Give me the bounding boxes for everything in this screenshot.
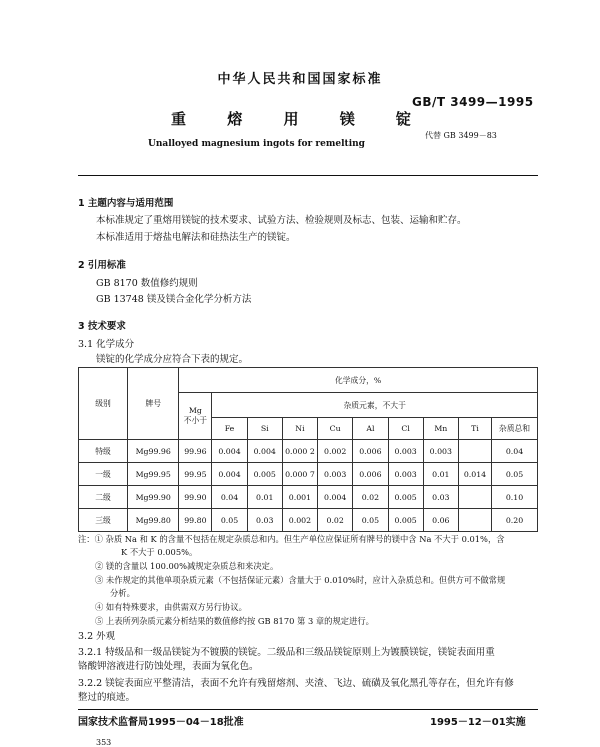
row-value: 0.20 <box>492 509 538 532</box>
row-value: 0.006 <box>353 463 388 486</box>
header-chem-composition: 化学成分，% <box>179 368 538 393</box>
row-value: 0.03 <box>423 486 458 509</box>
header-grade: 级别 <box>79 368 128 440</box>
table-row <box>79 509 538 532</box>
row-value: 0.004 <box>212 463 247 486</box>
row-value: 0.002 <box>318 440 353 463</box>
chemical-composition-table <box>78 367 538 532</box>
row-value <box>458 486 491 509</box>
note-1b: K 不大于 0.005%。 <box>121 547 198 557</box>
row-value: 0.06 <box>423 509 458 532</box>
row-brand: Mg99.90 <box>128 486 179 509</box>
header-element: Al <box>353 418 388 440</box>
header-brand: 牌号 <box>128 368 179 440</box>
header-mg: Mg 不小于 <box>179 393 212 440</box>
para-3-2-1a: 3.2.1 特级品和一级品镁锭为不镀膜的镁锭。二级品和三级品镁锭原则上为镀膜镁锭，镁锭表面用重 <box>78 647 495 658</box>
row-value: 0.01 <box>247 486 282 509</box>
row-value: 0.02 <box>318 509 353 532</box>
section-3-2-heading: 3.2 外观 <box>78 631 116 642</box>
row-value: 0.001 <box>282 486 317 509</box>
header-impurity: 杂质元素，不大于 <box>212 393 538 418</box>
row-value: 0.005 <box>247 463 282 486</box>
table-row <box>79 463 538 486</box>
row-value <box>458 509 491 532</box>
row-value: 0.03 <box>247 509 282 532</box>
row-value: 0.04 <box>492 440 538 463</box>
section-3-heading: 3 技术要求 <box>78 321 126 332</box>
row-value <box>458 440 491 463</box>
row-grade: 二级 <box>79 486 128 509</box>
note-2: ② 镁的含量以 100.00%减规定杂质总和来决定。 <box>95 561 279 571</box>
section-3-1-text: 镁锭的化学成分应符合下表的规定。 <box>96 354 249 365</box>
header-element: Ti <box>458 418 491 440</box>
row-grade: 一级 <box>79 463 128 486</box>
row-mg: 99.80 <box>179 509 212 532</box>
row-grade: 三级 <box>79 509 128 532</box>
row-value: 0.003 <box>318 463 353 486</box>
table-row <box>79 486 538 509</box>
row-value: 0.003 <box>423 440 458 463</box>
para-3-2-1b: 铬酸钾溶液进行防蚀处理，表面为氧化色。 <box>78 661 259 672</box>
note-4: ④ 如有特殊要求，由供需双方另行协议。 <box>95 602 247 612</box>
header-element: Si <box>247 418 282 440</box>
table-row <box>79 440 538 463</box>
note-5: ⑤ 上表所列杂质元素分析结果的数值修约按 GB 8170 第 3 章的规定进行。 <box>95 616 374 626</box>
header-element: Cu <box>318 418 353 440</box>
row-mg: 99.90 <box>179 486 212 509</box>
org-title: 中华人民共和国国家标准 <box>217 72 383 87</box>
header-element: 杂质总和 <box>492 418 538 440</box>
row-value: 0.01 <box>423 463 458 486</box>
row-value: 0.005 <box>388 486 423 509</box>
header-rule <box>78 175 538 176</box>
reference-2: GB 13748 镁及镁合金化学分析方法 <box>96 294 252 305</box>
standard-number: GB/T 3499—1995 <box>412 95 534 109</box>
row-mg: 99.96 <box>179 440 212 463</box>
row-mg: 99.95 <box>179 463 212 486</box>
footer-rule <box>78 709 538 710</box>
row-brand: Mg99.95 <box>128 463 179 486</box>
note-3a: ③ 未作规定的其他单项杂质元素（不包括保证元素）含量大于 0.010%时，应计入杂质总和。但供方可不做常规 <box>95 575 506 585</box>
row-value: 0.000 7 <box>282 463 317 486</box>
row-value: 0.006 <box>353 440 388 463</box>
para-3-2-2b: 整过的痕迹。 <box>78 692 136 703</box>
row-value: 0.000 2 <box>282 440 317 463</box>
section-3-1-heading: 3.1 化学成分 <box>78 339 135 350</box>
replaces-note: 代替 GB 3499－83 <box>425 131 497 140</box>
row-value: 0.005 <box>388 509 423 532</box>
section-1-heading: 1 主题内容与适用范围 <box>78 198 174 209</box>
note-1a: 注：① 杂质 Na 和 K 的含量不包括在规定杂质总和内。但生产单位应保证所有牌号的镁中含 Na 不大于 0.01%，含 <box>78 534 505 544</box>
implementation-date: 1995－12－01实施 <box>430 717 526 728</box>
approval-date: 国家技术监督局1995－04－18批准 <box>78 717 244 728</box>
row-value: 0.004 <box>247 440 282 463</box>
row-value: 0.004 <box>318 486 353 509</box>
row-value: 0.05 <box>492 463 538 486</box>
row-value: 0.04 <box>212 486 247 509</box>
document-title: 重 熔 用 镁 锭 <box>171 110 429 128</box>
row-value: 0.014 <box>458 463 491 486</box>
english-title: Unalloyed magnesium ingots for remelting <box>148 139 365 149</box>
row-value: 0.02 <box>353 486 388 509</box>
row-brand: Mg99.80 <box>128 509 179 532</box>
section-2-heading: 2 引用标准 <box>78 260 126 271</box>
reference-1: GB 8170 数值修约规则 <box>96 278 198 289</box>
row-value: 0.05 <box>353 509 388 532</box>
section-1-para-1: 本标准规定了重熔用镁锭的技术要求、试验方法、检验规则及标志、包装、运输和贮存。 <box>96 215 467 226</box>
header-element: Fe <box>212 418 247 440</box>
row-value: 0.002 <box>282 509 317 532</box>
row-value: 0.004 <box>212 440 247 463</box>
note-3b: 分析。 <box>110 588 135 598</box>
header-element: Mn <box>423 418 458 440</box>
row-value: 0.003 <box>388 440 423 463</box>
row-value: 0.05 <box>212 509 247 532</box>
row-brand: Mg99.96 <box>128 440 179 463</box>
page-number: 353 <box>96 738 112 747</box>
row-value: 0.10 <box>492 486 538 509</box>
header-element: Ni <box>282 418 317 440</box>
row-grade: 特级 <box>79 440 128 463</box>
row-value: 0.003 <box>388 463 423 486</box>
section-1-para-2: 本标准适用于熔盐电解法和硅热法生产的镁锭。 <box>96 232 296 243</box>
header-element: Cl <box>388 418 423 440</box>
para-3-2-2a: 3.2.2 镁锭表面应平整清洁，表面不允许有残留熔剂、夹渣、飞边、硫磺及氧化黑孔等存在，但允许有修 <box>78 678 514 689</box>
